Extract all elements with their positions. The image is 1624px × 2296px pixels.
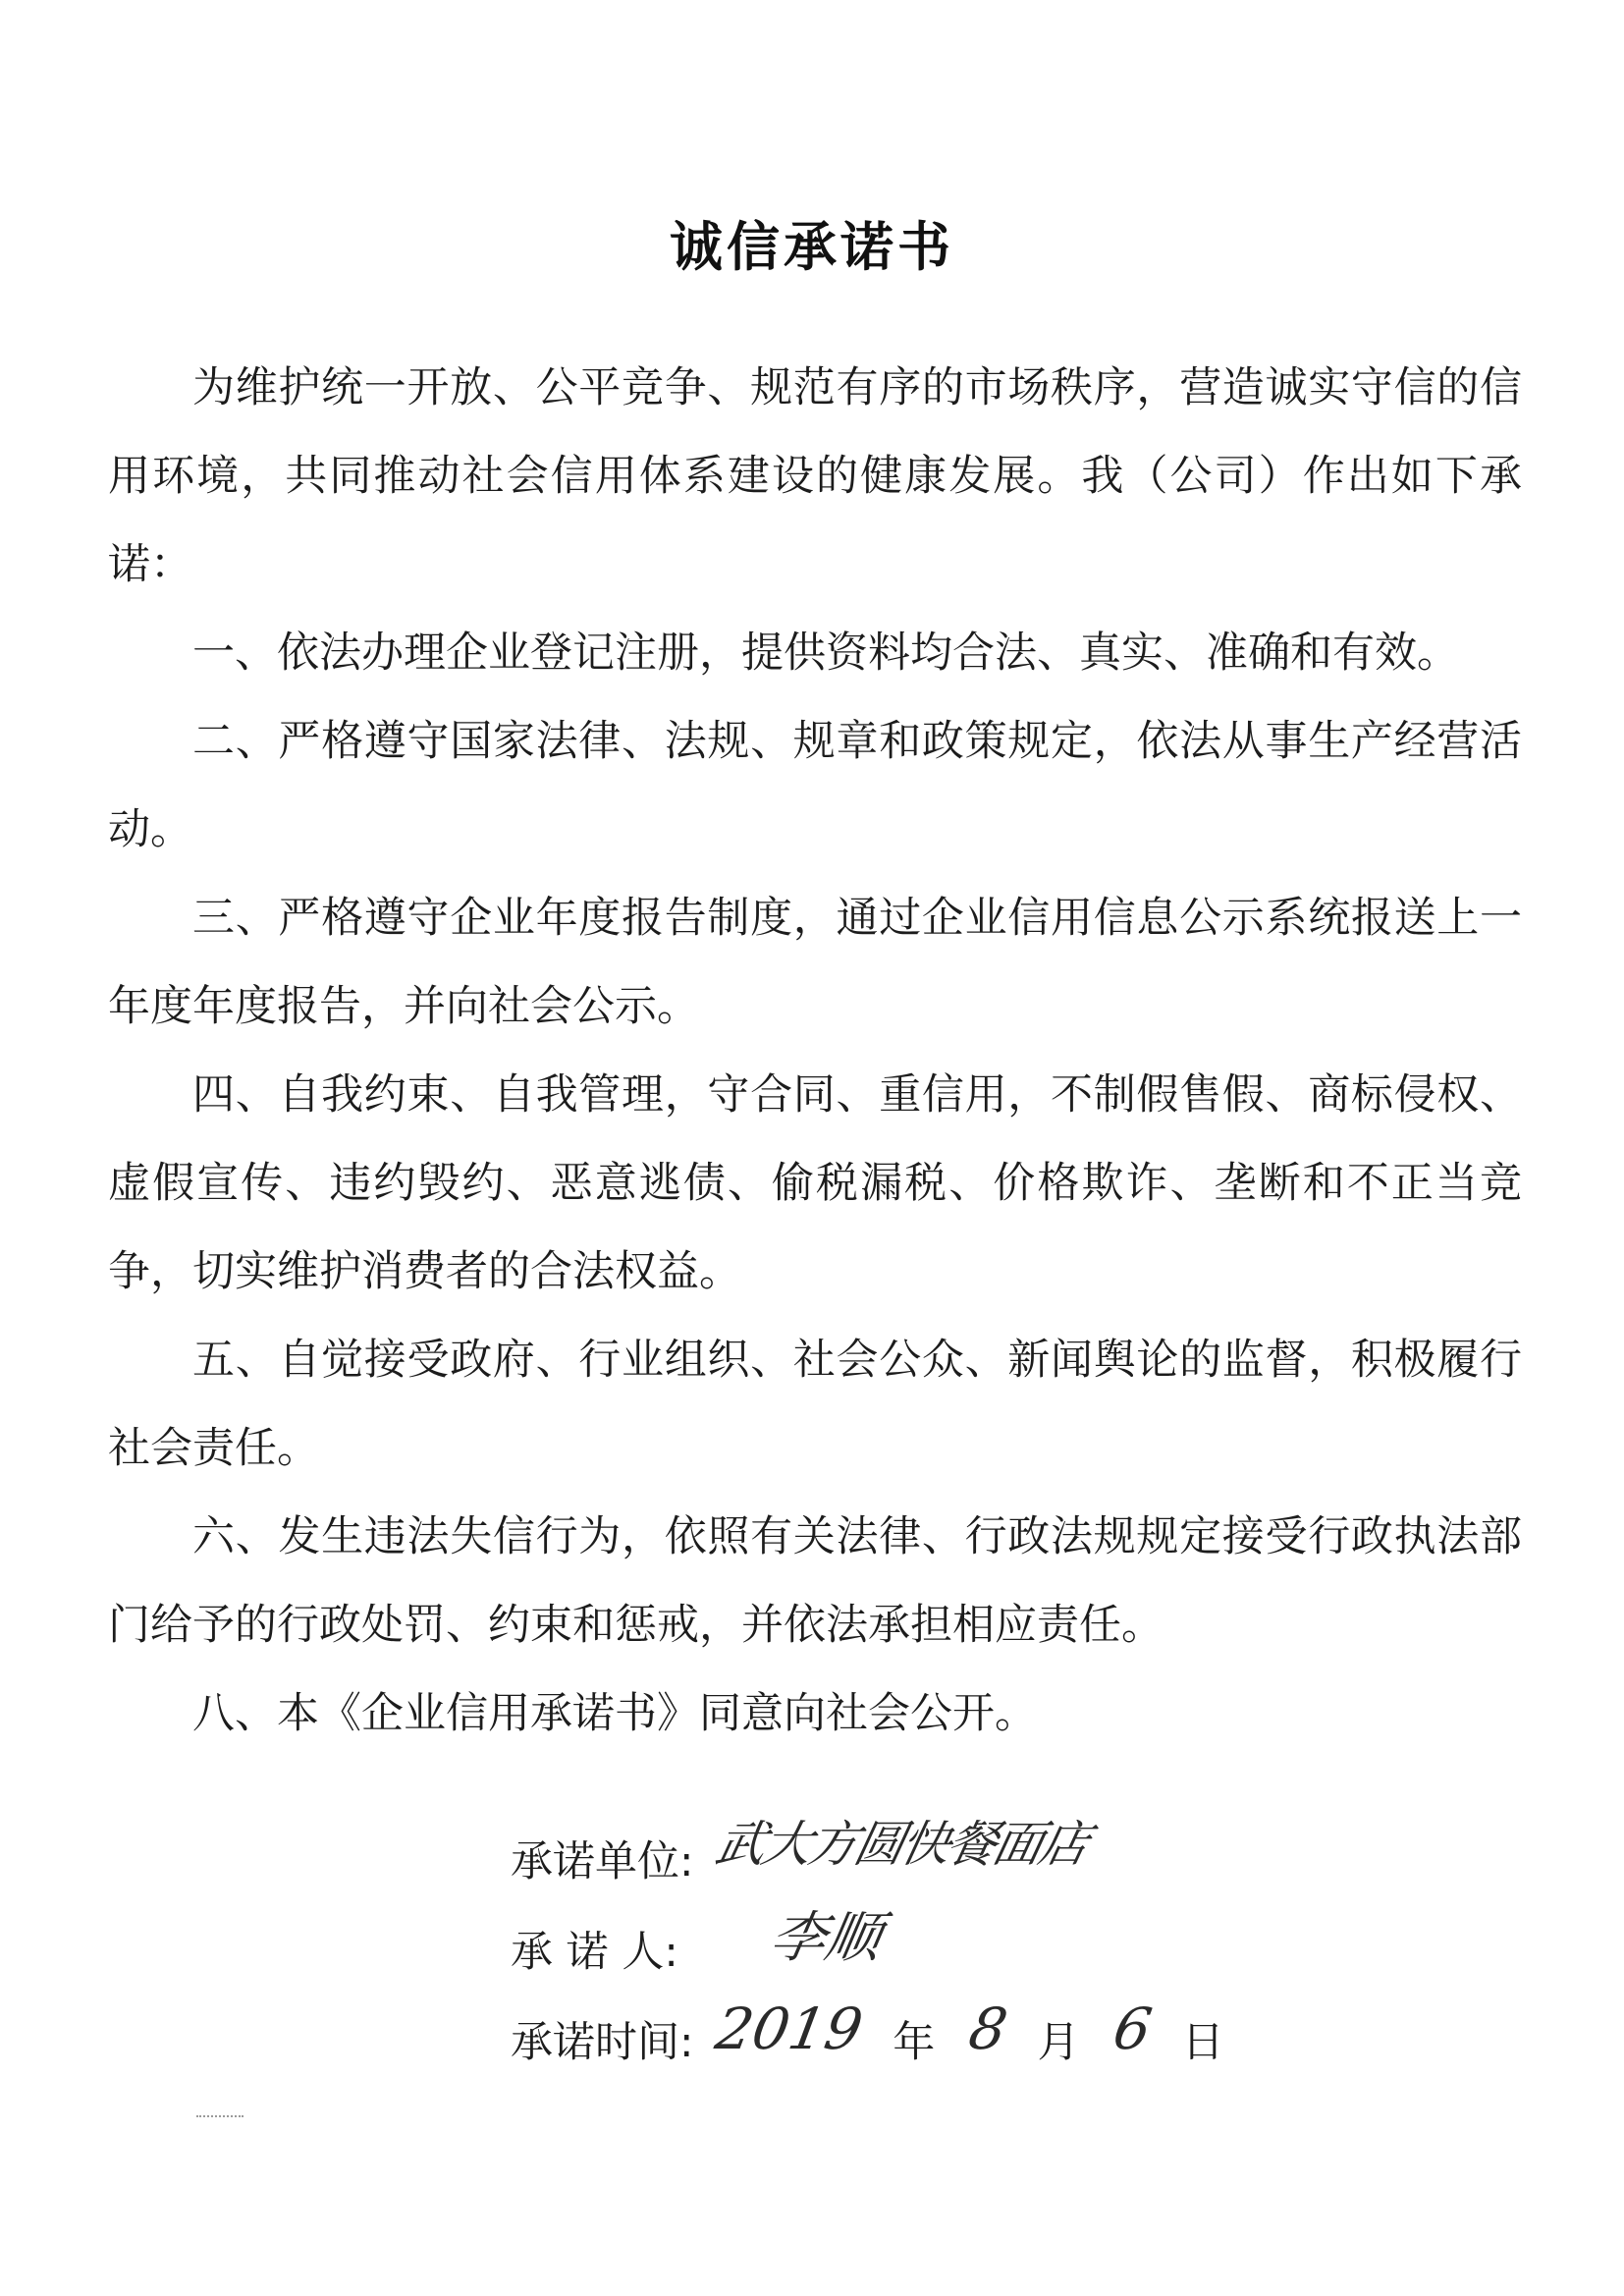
- commitment-item-3: 三、严格遵守企业年度报告制度，通过企业信用信息公示系统报送上一年度年度报告，并向社会公示。: [108, 894, 1522, 1031]
- unit-row: [511, 1816, 1093, 1907]
- date-value: [711, 1995, 1224, 2088]
- intro-paragraph: 为维护统一开放、公平竞争、规范有序的市场秩序，营造诚实守信的信用环境，共同推动社会信用体系建设的健康发展。我（公司）作出如下承诺：: [108, 363, 1522, 589]
- date-day-unit: 日: [1181, 2018, 1224, 2067]
- date-month-unit: 月: [1037, 2018, 1080, 2067]
- signature-block: [511, 1816, 1224, 2088]
- commitment-item-2: 二、严格遵守国家法律、法规、规章和政策规定，依法从事生产经营活动。: [108, 717, 1522, 854]
- person-handwritten-signature: 李顺: [765, 1906, 887, 1970]
- date-day: 6: [1109, 1995, 1158, 2062]
- person-row: [511, 1906, 887, 1997]
- date-label: 承诺时间:: [511, 2018, 694, 2067]
- scan-speck: [196, 2109, 244, 2117]
- date-year-unit: 年: [893, 2018, 936, 2067]
- document-body: [108, 344, 1522, 1758]
- commitment-item-1: 一、依法办理企业登记注册，提供资料均合法、真实、准确和有效。: [192, 629, 1459, 678]
- date-year: 2019: [711, 1995, 868, 2062]
- person-label: 承 诺 人:: [511, 1928, 678, 1977]
- document-title: 诚信承诺书: [670, 216, 954, 278]
- commitment-item-5: 五、自觉接受政府、行业组织、社会公众、新闻舆论的监督，积极履行社会责任。: [108, 1336, 1522, 1473]
- unit-handwritten-value: 武大方圆快餐面店: [710, 1816, 1093, 1873]
- commitment-item-8: 八、本《企业信用承诺书》同意向社会公开。: [192, 1689, 1037, 1738]
- commitment-item-6: 六、发生违法失信行为，依照有关法律、行政法规规定接受行政执法部门给予的行政处罚、约束和惩戒，并依法承担相应责任。: [108, 1512, 1522, 1650]
- unit-label: 承诺单位:: [511, 1837, 694, 1886]
- date-row: [511, 1995, 1224, 2088]
- date-month: 8: [963, 1995, 1012, 2062]
- commitment-item-4: 四、自我约束、自我管理，守合同、重信用，不制假售假、商标侵权、虚假宣传、违约毁约、恶意逃债、偷税漏税、价格欺诈、垄断和不正当竞争，切实维护消费者的合法权益。: [108, 1070, 1522, 1296]
